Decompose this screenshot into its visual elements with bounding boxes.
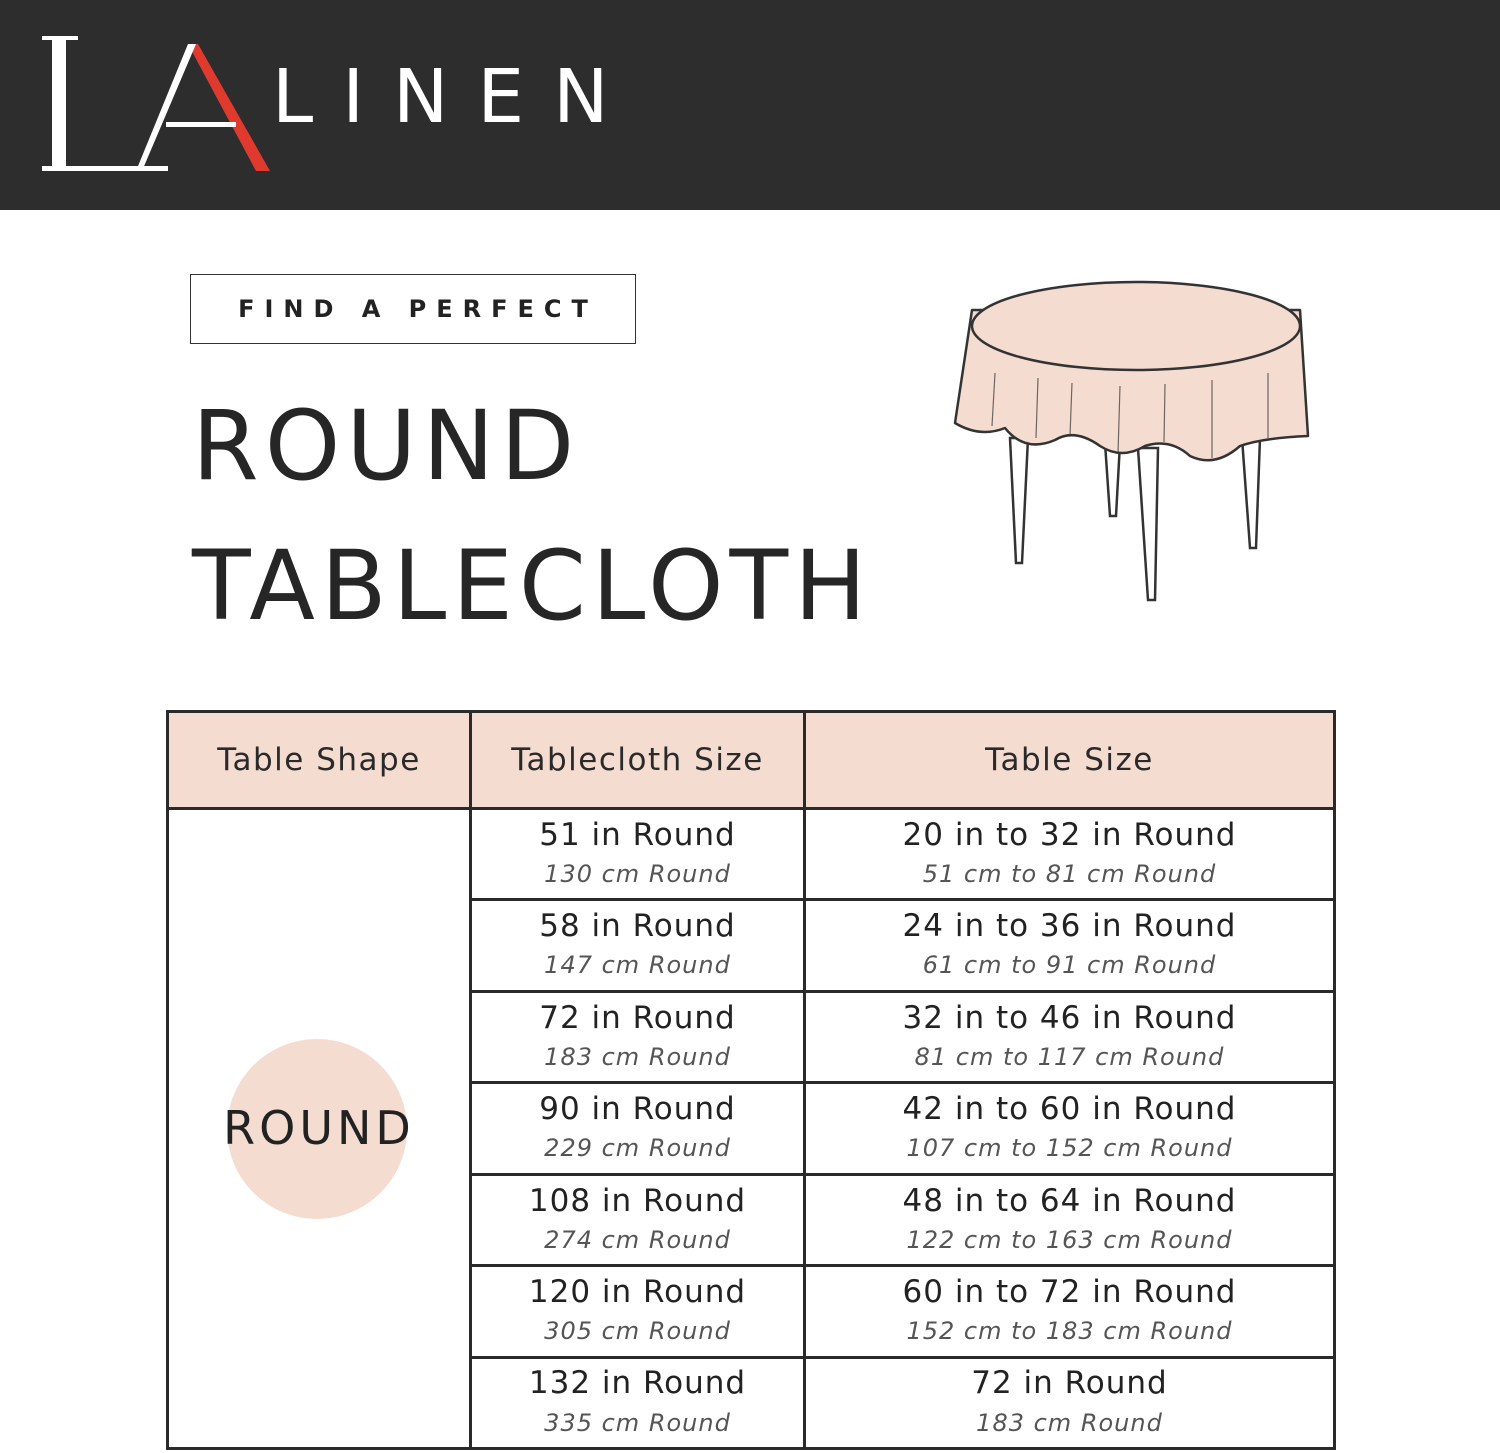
tablecloth-size-cell xyxy=(471,1174,805,1265)
shape-cell xyxy=(168,809,471,1449)
la-logo-icon xyxy=(38,30,278,180)
table-size-cell xyxy=(805,900,1335,991)
kicker-box: FIND A PERFECT xyxy=(190,274,636,344)
table-size-cm: 183 cm Round xyxy=(976,1408,1163,1437)
tablecloth-size-cell xyxy=(471,1357,805,1448)
brand-header xyxy=(0,0,1500,210)
cloth-size-cm: 335 cm Round xyxy=(544,1408,731,1437)
table-row xyxy=(168,809,1335,900)
page-title-line1: ROUND xyxy=(192,390,581,502)
table-size-in: 42 in to 60 in Round xyxy=(902,1091,1237,1128)
cloth-size-in: 90 in Round xyxy=(539,1091,736,1128)
cloth-size-cm: 305 cm Round xyxy=(544,1317,731,1346)
table-size-in: 32 in to 46 in Round xyxy=(902,999,1237,1036)
table-size-cm: 81 cm to 117 cm Round xyxy=(914,1042,1225,1071)
table-size-in: 72 in Round xyxy=(971,1365,1168,1402)
cloth-size-in: 120 in Round xyxy=(528,1273,747,1310)
cloth-size-in: 58 in Round xyxy=(539,908,736,945)
table-size-in: 20 in to 32 in Round xyxy=(902,816,1237,853)
table-size-cell xyxy=(805,1357,1335,1448)
cloth-size-cm: 183 cm Round xyxy=(544,1042,731,1071)
tablecloth-size-cell xyxy=(471,991,805,1082)
table-size-cm: 122 cm to 163 cm Round xyxy=(906,1225,1233,1254)
header-tablecloth-size: Tablecloth Size xyxy=(471,712,805,809)
cloth-size-cm: 274 cm Round xyxy=(544,1225,731,1254)
header-table-size: Table Size xyxy=(805,712,1335,809)
cloth-size-in: 132 in Round xyxy=(528,1365,747,1402)
header-table-shape: Table Shape xyxy=(168,712,471,809)
cloth-size-in: 108 in Round xyxy=(528,1182,747,1219)
round-table-with-tablecloth-icon xyxy=(950,278,1320,613)
table-size-cm: 107 cm to 152 cm Round xyxy=(906,1134,1233,1163)
size-chart-table xyxy=(166,710,1336,1450)
page-title-line2: TABLECLOTH xyxy=(192,530,873,642)
tablecloth-size-cell xyxy=(471,1083,805,1174)
cloth-size-in: 72 in Round xyxy=(539,999,736,1036)
table-size-in: 60 in to 72 in Round xyxy=(902,1273,1237,1310)
tablecloth-size-cell xyxy=(471,900,805,991)
table-size-cm: 61 cm to 91 cm Round xyxy=(922,951,1217,980)
brand-wordmark: LINEN xyxy=(272,54,638,140)
table-header-row xyxy=(168,712,1335,809)
table-size-in: 48 in to 64 in Round xyxy=(902,1182,1237,1219)
table-size-cell xyxy=(805,1174,1335,1265)
cloth-size-cm: 130 cm Round xyxy=(544,860,731,888)
table-size-cell xyxy=(805,809,1335,900)
table-size-cell xyxy=(805,991,1335,1082)
table-size-in: 24 in to 36 in Round xyxy=(902,908,1237,945)
table-size-cm: 51 cm to 81 cm Round xyxy=(922,860,1217,888)
cloth-size-in: 51 in Round xyxy=(539,816,736,853)
cloth-size-cm: 147 cm Round xyxy=(544,951,731,980)
tablecloth-size-cell xyxy=(471,809,805,900)
table-size-cell xyxy=(805,1266,1335,1357)
table-size-cm: 152 cm to 183 cm Round xyxy=(906,1317,1233,1346)
table-size-cell xyxy=(805,1083,1335,1174)
shape-label: ROUND xyxy=(223,1101,415,1155)
tablecloth-size-cell xyxy=(471,1266,805,1357)
cloth-size-cm: 229 cm Round xyxy=(544,1134,731,1163)
